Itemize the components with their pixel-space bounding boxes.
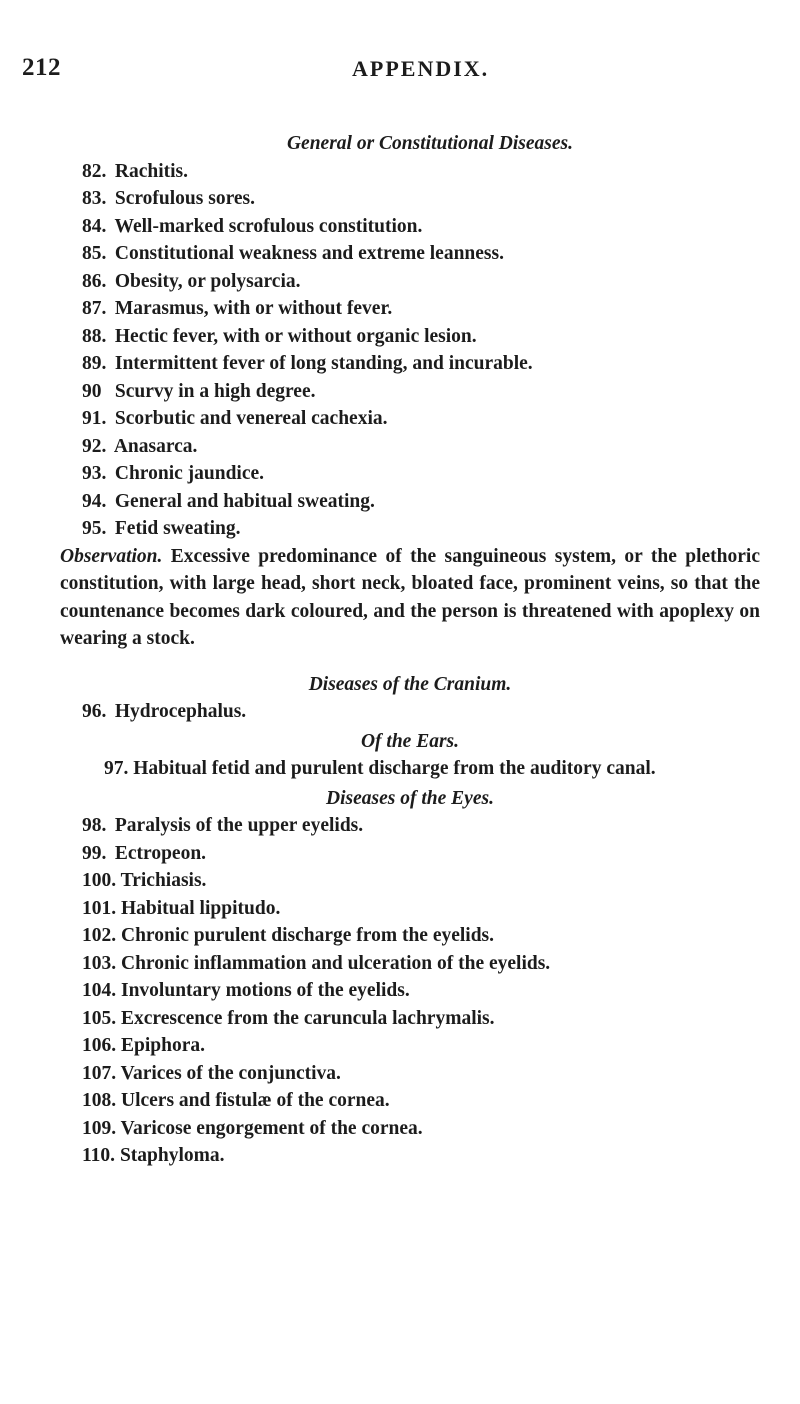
item-text: Fetid sweating.	[114, 518, 241, 539]
list-item	[60, 240, 760, 268]
list-item	[60, 515, 760, 543]
item-number: 83.	[82, 188, 107, 209]
item-text: Rachitis.	[114, 160, 188, 182]
item-text: Hydrocephalus.	[114, 701, 247, 722]
cranium-diseases-list	[60, 698, 760, 726]
list-item	[60, 295, 760, 323]
list-item	[60, 1142, 760, 1170]
item-number: 103.	[82, 952, 117, 974]
observation-paragraph	[60, 543, 760, 653]
item-number: 91.	[82, 408, 107, 429]
item-number: 85.	[82, 243, 107, 264]
item-number: 100.	[82, 870, 117, 891]
item-number: 96.	[82, 701, 107, 722]
observation-label: Observation.	[60, 545, 163, 567]
item-text: General and habitual sweating.	[114, 490, 375, 512]
list-item	[60, 755, 760, 783]
item-text: Excrescence from the caruncula lachrymalis.	[121, 1007, 495, 1029]
item-text: Varices of the conjunctiva.	[120, 1062, 341, 1084]
item-text: Chronic purulent discharge from the eyelids.	[121, 925, 495, 946]
item-text: Involuntary motions of the eyelids.	[121, 980, 410, 1001]
ears-diseases-list	[60, 755, 760, 783]
item-number: 102.	[82, 925, 117, 946]
item-text: Constitutional weakness and extreme leanness.	[114, 243, 504, 264]
list-item	[60, 867, 760, 895]
item-number: 84.	[82, 215, 107, 237]
item-number: 88.	[82, 325, 107, 347]
list-item	[60, 1087, 760, 1115]
list-item	[60, 922, 760, 950]
item-number: 86.	[82, 270, 107, 292]
item-number: 89.	[82, 353, 107, 374]
item-text: Marasmus, with or without fever.	[114, 298, 393, 319]
item-text: Anasarca.	[113, 435, 198, 457]
item-number: 110.	[82, 1145, 116, 1166]
list-item	[60, 323, 760, 351]
item-number: 92.	[82, 435, 107, 457]
item-number: 98.	[82, 815, 107, 836]
item-text: Habitual fetid and purulent discharge from the auditory canal.	[133, 758, 656, 779]
item-number: 82.	[82, 160, 107, 182]
item-text: Scrofulous sores.	[114, 188, 256, 209]
list-item	[60, 1032, 760, 1060]
item-text: Ectropeon.	[114, 842, 207, 864]
item-text: Ulcers and fistulæ of the cornea.	[121, 1090, 390, 1111]
item-number: 104.	[82, 980, 117, 1001]
item-number: 109.	[82, 1117, 117, 1139]
list-item	[60, 977, 760, 1005]
list-item	[60, 950, 760, 978]
section-heading-eyes: Diseases of the Eyes.	[326, 787, 494, 809]
item-text: Hectic fever, with or without organic lesion.	[114, 325, 477, 347]
item-number: 87.	[82, 298, 107, 319]
item-number: 90	[82, 380, 102, 402]
item-number: 99.	[82, 842, 107, 864]
section-heading-general: General or Constitutional Diseases.	[286, 133, 574, 154]
item-number: 107.	[82, 1062, 117, 1084]
list-item	[60, 433, 760, 461]
item-text: Staphyloma.	[119, 1145, 225, 1166]
item-number: 108.	[82, 1090, 117, 1111]
eyes-diseases-list	[60, 812, 760, 1170]
list-item	[60, 1115, 760, 1143]
item-text: Obesity, or polysarcia.	[114, 270, 301, 292]
item-text: Varicose engorgement of the cornea.	[120, 1117, 423, 1139]
observation-text: Excessive predominance of the sanguineous system, or the plethoric constitution, with large head, short neck, bloated face, prominent veins, so that the countenance becomes dark coloured, and the person is threatened with apoplexy on wearing a stock.	[60, 545, 760, 649]
page-number: 212	[22, 54, 61, 81]
item-text: Chronic jaundice.	[114, 463, 265, 484]
item-number: 106.	[82, 1035, 117, 1056]
general-diseases-list	[60, 158, 760, 543]
list-item	[60, 158, 760, 186]
item-text: Paralysis of the upper eyelids.	[114, 815, 364, 836]
section-heading-cranium: Diseases of the Cranium.	[308, 673, 512, 695]
item-text: Epiphora.	[121, 1035, 205, 1056]
section-heading-ears: Of the Ears.	[360, 730, 460, 752]
item-number: 101.	[82, 897, 117, 919]
page-content	[60, 130, 760, 1170]
list-item	[60, 840, 760, 868]
list-item	[60, 405, 760, 433]
item-number: 105.	[82, 1007, 117, 1029]
list-item	[60, 185, 760, 213]
list-item	[60, 1060, 760, 1088]
list-item	[60, 460, 760, 488]
list-item	[60, 698, 760, 726]
list-item	[60, 488, 760, 516]
item-text: Scurvy in a high degree.	[114, 380, 316, 402]
list-item	[60, 812, 760, 840]
list-item	[60, 1005, 760, 1033]
item-number: 97.	[104, 758, 129, 779]
item-text: Scorbutic and venereal cachexia.	[114, 408, 388, 429]
item-text: Trichiasis.	[120, 870, 207, 891]
item-number: 95.	[82, 518, 107, 539]
item-number: 94.	[82, 490, 107, 512]
item-number: 93.	[82, 463, 107, 484]
item-text: Habitual lippitudo.	[121, 897, 281, 919]
item-text: Chronic inflammation and ulceration of the eyelids.	[121, 952, 551, 974]
list-item	[60, 350, 760, 378]
item-text: Well-marked scrofulous constitution.	[114, 215, 423, 237]
list-item	[60, 268, 760, 296]
list-item	[60, 378, 760, 406]
list-item	[60, 213, 760, 241]
list-item	[60, 895, 760, 923]
item-text: Intermittent fever of long standing, and incurable.	[114, 353, 533, 374]
running-head: APPENDIX.	[352, 56, 490, 81]
